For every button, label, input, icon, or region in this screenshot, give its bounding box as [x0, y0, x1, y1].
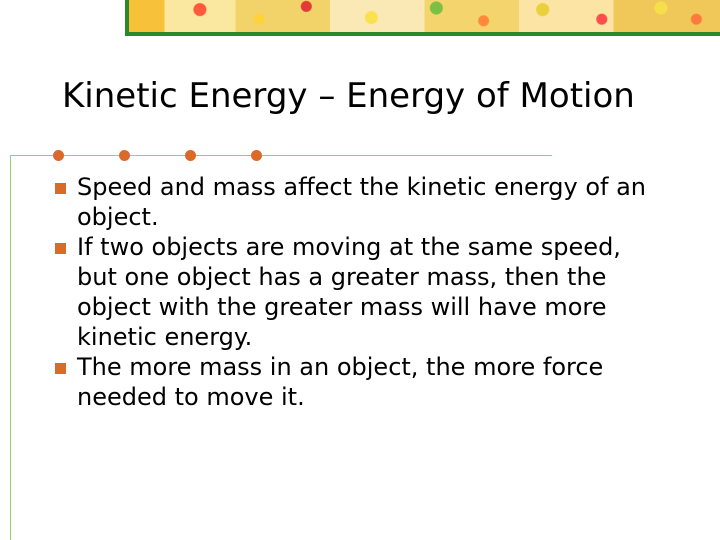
bullet-text: The more mass in an object, the more force needed to move it.: [77, 353, 604, 411]
decorative-banner: [125, 0, 720, 36]
bullet-item: [55, 172, 655, 232]
left-vertical-rule: [10, 155, 11, 540]
square-bullet-icon: [55, 243, 66, 254]
slide-title: Kinetic Energy – Energy of Motion: [62, 76, 635, 116]
bullet-list: [55, 172, 655, 412]
decorative-dot-2: [119, 150, 130, 161]
bullet-text: If two objects are moving at the same speed, but one object has a greater mass, then the object with the greater mass will have more kinetic energy.: [77, 233, 621, 351]
bullet-item: [55, 232, 655, 352]
title-underline-rule: [10, 155, 552, 156]
square-bullet-icon: [55, 363, 66, 374]
bullet-text: Speed and mass affect the kinetic energy of an object.: [77, 173, 647, 231]
banner-pattern: [129, 0, 720, 32]
decorative-dot-4: [251, 150, 262, 161]
decorative-dot-1: [53, 150, 64, 161]
bullet-item: [55, 352, 655, 412]
square-bullet-icon: [55, 183, 66, 194]
decorative-dot-3: [185, 150, 196, 161]
